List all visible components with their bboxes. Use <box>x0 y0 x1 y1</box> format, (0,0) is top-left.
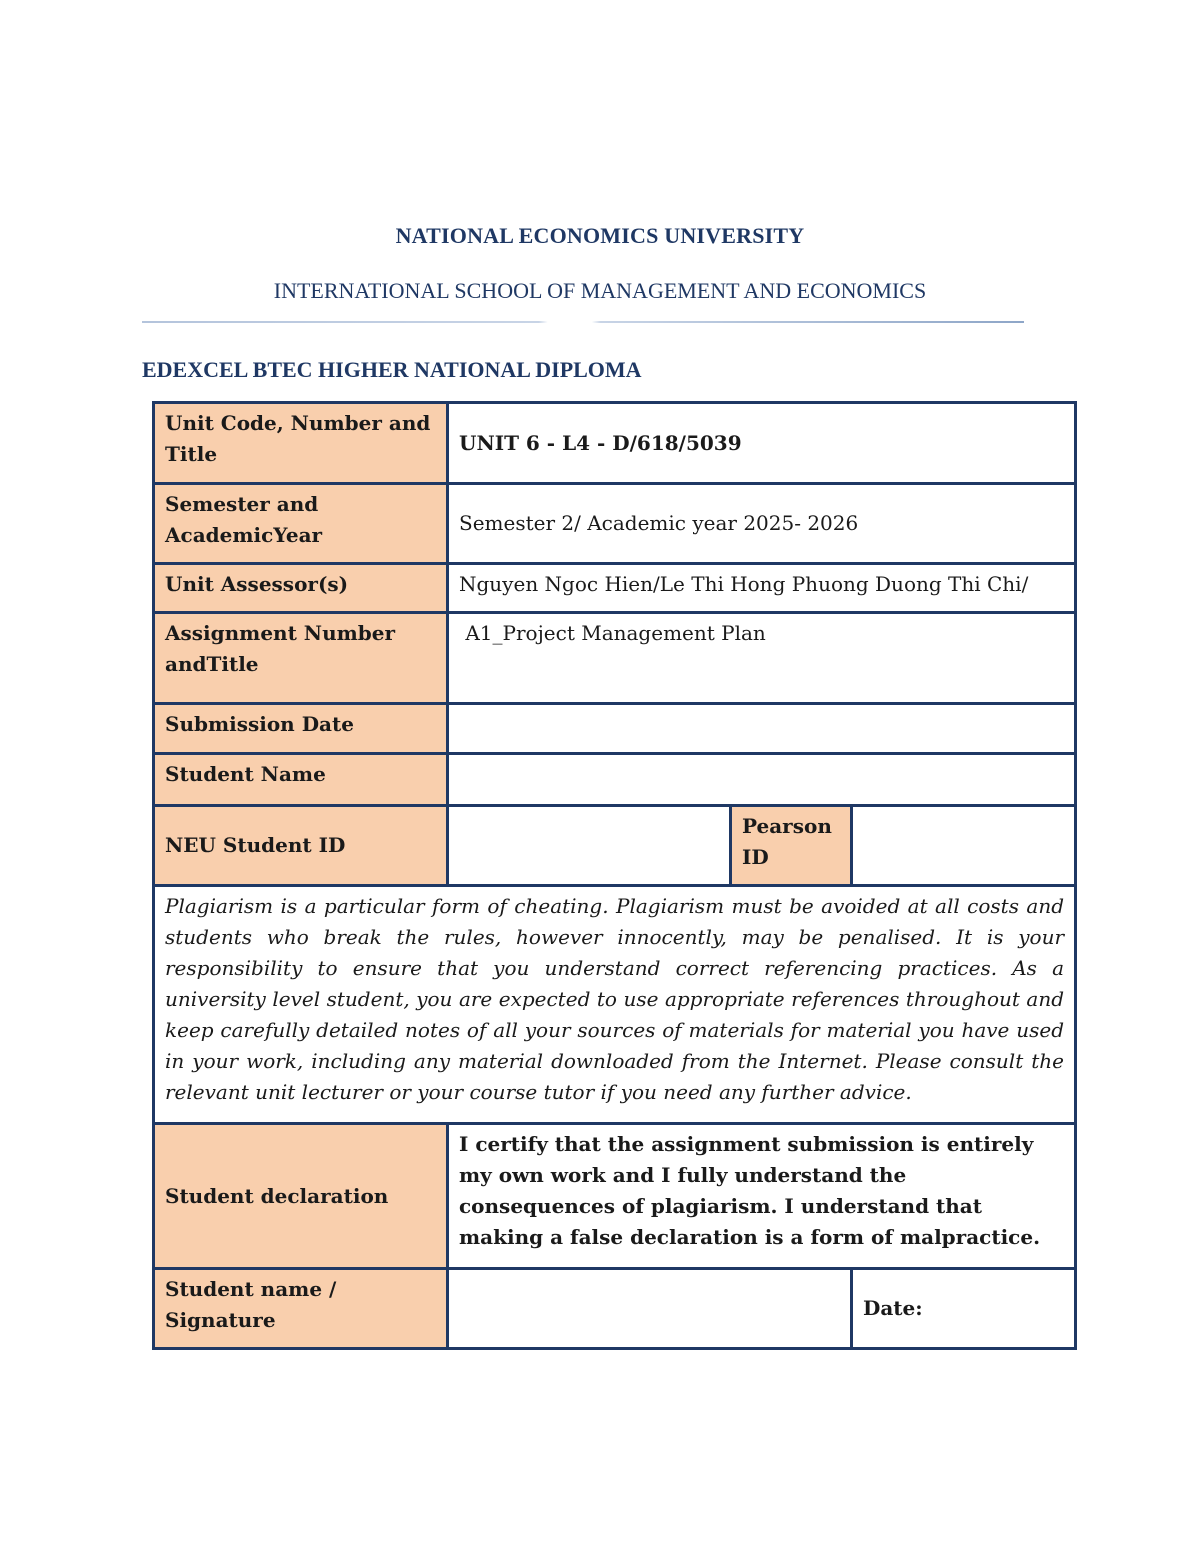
declaration-text: I certify that the assignment submission is entirely my own work and I fully understand the consequences of plagiarism. I understand that making a false declaration is a form of malpractice. <box>448 1124 1076 1269</box>
student-name-label: Student Name <box>154 754 448 806</box>
university-title: NATIONAL ECONOMICS UNIVERSITY <box>395 223 805 248</box>
semester-label: Semester and AcademicYear <box>154 484 448 564</box>
school-title: INTERNATIONAL SCHOOL OF MANAGEMENT AND ECONOMICS <box>273 278 927 303</box>
neu-id-label: NEU Student ID <box>154 806 448 886</box>
assignment-value[interactable]: A1_Project Management Plan <box>448 613 1076 704</box>
signature-label: Student name / Signature <box>154 1269 448 1349</box>
date-label: Date: <box>852 1269 1076 1349</box>
submission-date-label: Submission Date <box>154 704 448 754</box>
signature-field[interactable] <box>448 1269 852 1349</box>
assessor-label: Unit Assessor(s) <box>154 564 448 613</box>
declaration-label: Student declaration <box>154 1124 448 1269</box>
header-divider <box>142 321 1024 323</box>
plagiarism-row <box>154 886 1076 1124</box>
declaration-row <box>154 1124 1076 1269</box>
semester-value[interactable]: Semester 2/ Academic year 2025- 2026 <box>448 484 1076 564</box>
assignment-cover-form <box>152 401 1077 1350</box>
signature-row <box>154 1269 1076 1349</box>
unit-row <box>154 403 1076 484</box>
pearson-id-label: Pearson ID <box>731 806 852 886</box>
assessor-value[interactable]: Nguyen Ngoc Hien/Le Thi Hong Phuong Duong Thi Chi/ <box>448 564 1076 613</box>
assessor-row <box>154 564 1076 613</box>
pearson-id-field[interactable] <box>852 806 1076 886</box>
plagiarism-notice: Plagiarism is a particular form of cheating. Plagiarism must be avoided at all costs and students who break the rules, however innocently, may be penalised. It is your responsibility to ensure that you understand correct referencing practices. As a university level student, you are expected to use appropriate references throughout and keep carefully detailed notes of all your sources of materials for material you have used in your work, including any material downloaded from the Internet. Please consult the relevant unit lecturer or your course tutor if you need any further advice. <box>154 886 1076 1124</box>
assignment-row <box>154 613 1076 704</box>
diploma-title: EDEXCEL BTEC HIGHER NATIONAL DIPLOMA <box>142 357 642 382</box>
submission-date-field[interactable] <box>448 704 1076 754</box>
id-row <box>154 806 1076 886</box>
neu-id-field[interactable] <box>448 806 731 886</box>
semester-row <box>154 484 1076 564</box>
submission-date-row <box>154 704 1076 754</box>
student-name-field[interactable] <box>448 754 1076 806</box>
unit-label: Unit Code, Number and Title <box>154 403 448 484</box>
assignment-label: Assignment Number andTitle <box>154 613 448 704</box>
unit-value[interactable]: UNIT 6 - L4 - D/618/5039 <box>448 403 1076 484</box>
student-name-row <box>154 754 1076 806</box>
